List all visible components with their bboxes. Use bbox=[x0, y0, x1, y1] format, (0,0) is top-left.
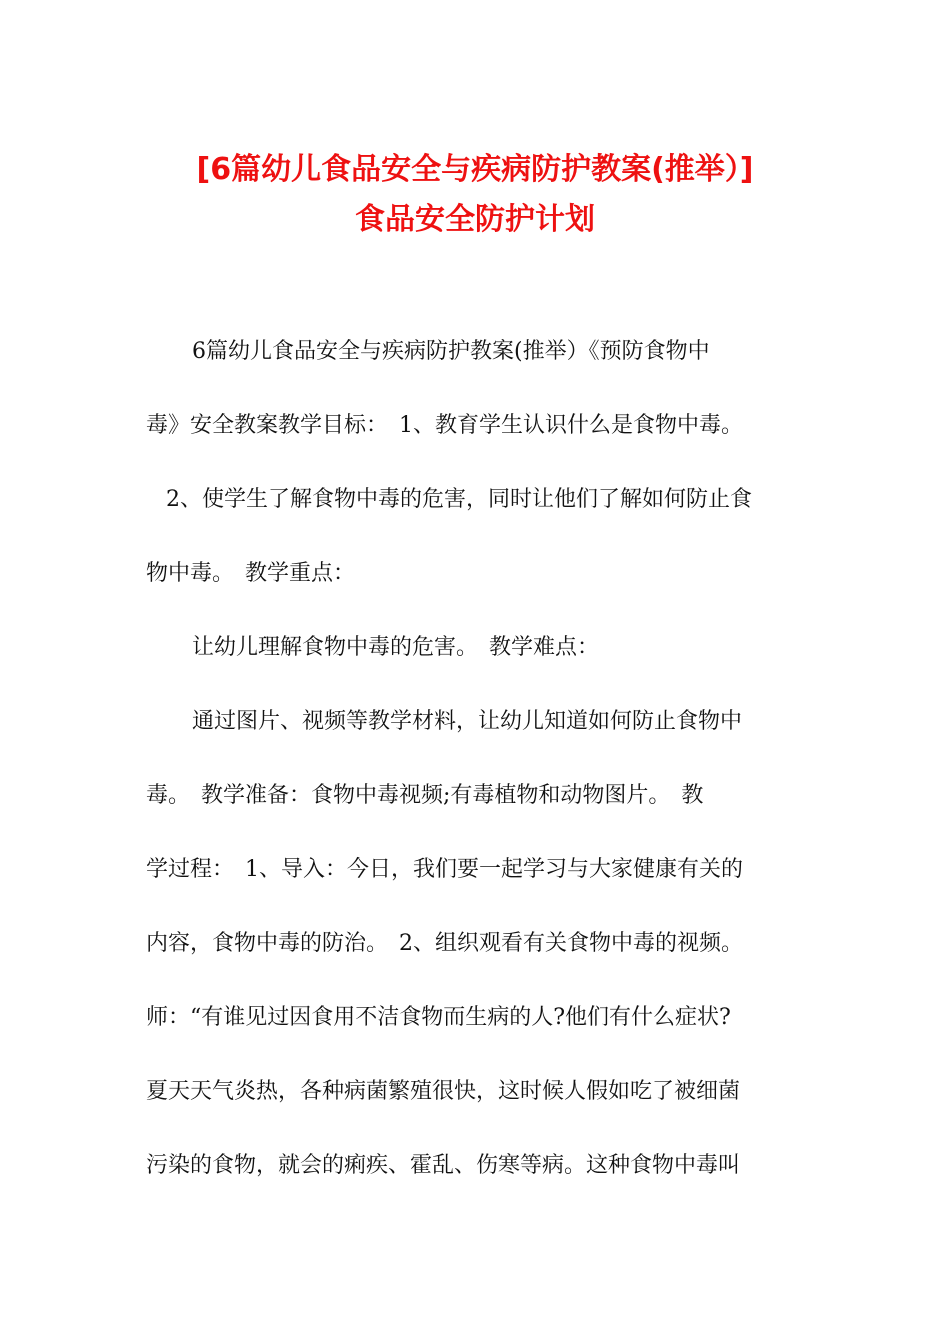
body-line-4: 物中毒。 教学重点： bbox=[146, 561, 356, 586]
body-line-7: 毒。 教学准备：食物中毒视频;有毒植物和动物图片。 教 bbox=[146, 783, 704, 808]
body-line-9: 内容，食物中毒的防治。 2、组织观看有关食物中毒的视频。 bbox=[146, 931, 743, 956]
body-line-6: 通过图片、视频等教学材料，让幼儿知道如何防止食物中 bbox=[192, 709, 743, 734]
body-line-3: 2、使学生了解食物中毒的危害，同时让他们了解如何防止食 bbox=[166, 487, 752, 512]
document-title-line-1: [6篇幼儿食品安全与疾病防护教案(推举）] bbox=[196, 152, 754, 187]
body-line-8: 学过程： 1、导入：今日，我们要一起学习与大家健康有关的 bbox=[146, 857, 743, 882]
document-title-line-2: 食品安全防护计划 bbox=[355, 202, 595, 237]
body-line-12: 污染的食物，就会的痢疾、霍乱、伤寒等病。这种食物中毒叫 bbox=[146, 1153, 741, 1178]
body-line-1: 6篇幼儿食品安全与疾病防护教案(推举）《预防食物中 bbox=[192, 339, 710, 364]
body-line-10: 师：“有谁见过因食用不洁食物而生病的人?他们有什么症状? bbox=[146, 1005, 731, 1030]
body-line-5: 让幼儿理解食物中毒的危害。 教学难点： bbox=[192, 635, 600, 660]
body-line-2: 毒》安全教案教学目标： 1、教育学生认识什么是食物中毒。 bbox=[146, 413, 743, 438]
body-line-11: 夏天天气炎热，各种病菌繁殖很快，这时候人假如吃了被细菌 bbox=[146, 1079, 741, 1104]
